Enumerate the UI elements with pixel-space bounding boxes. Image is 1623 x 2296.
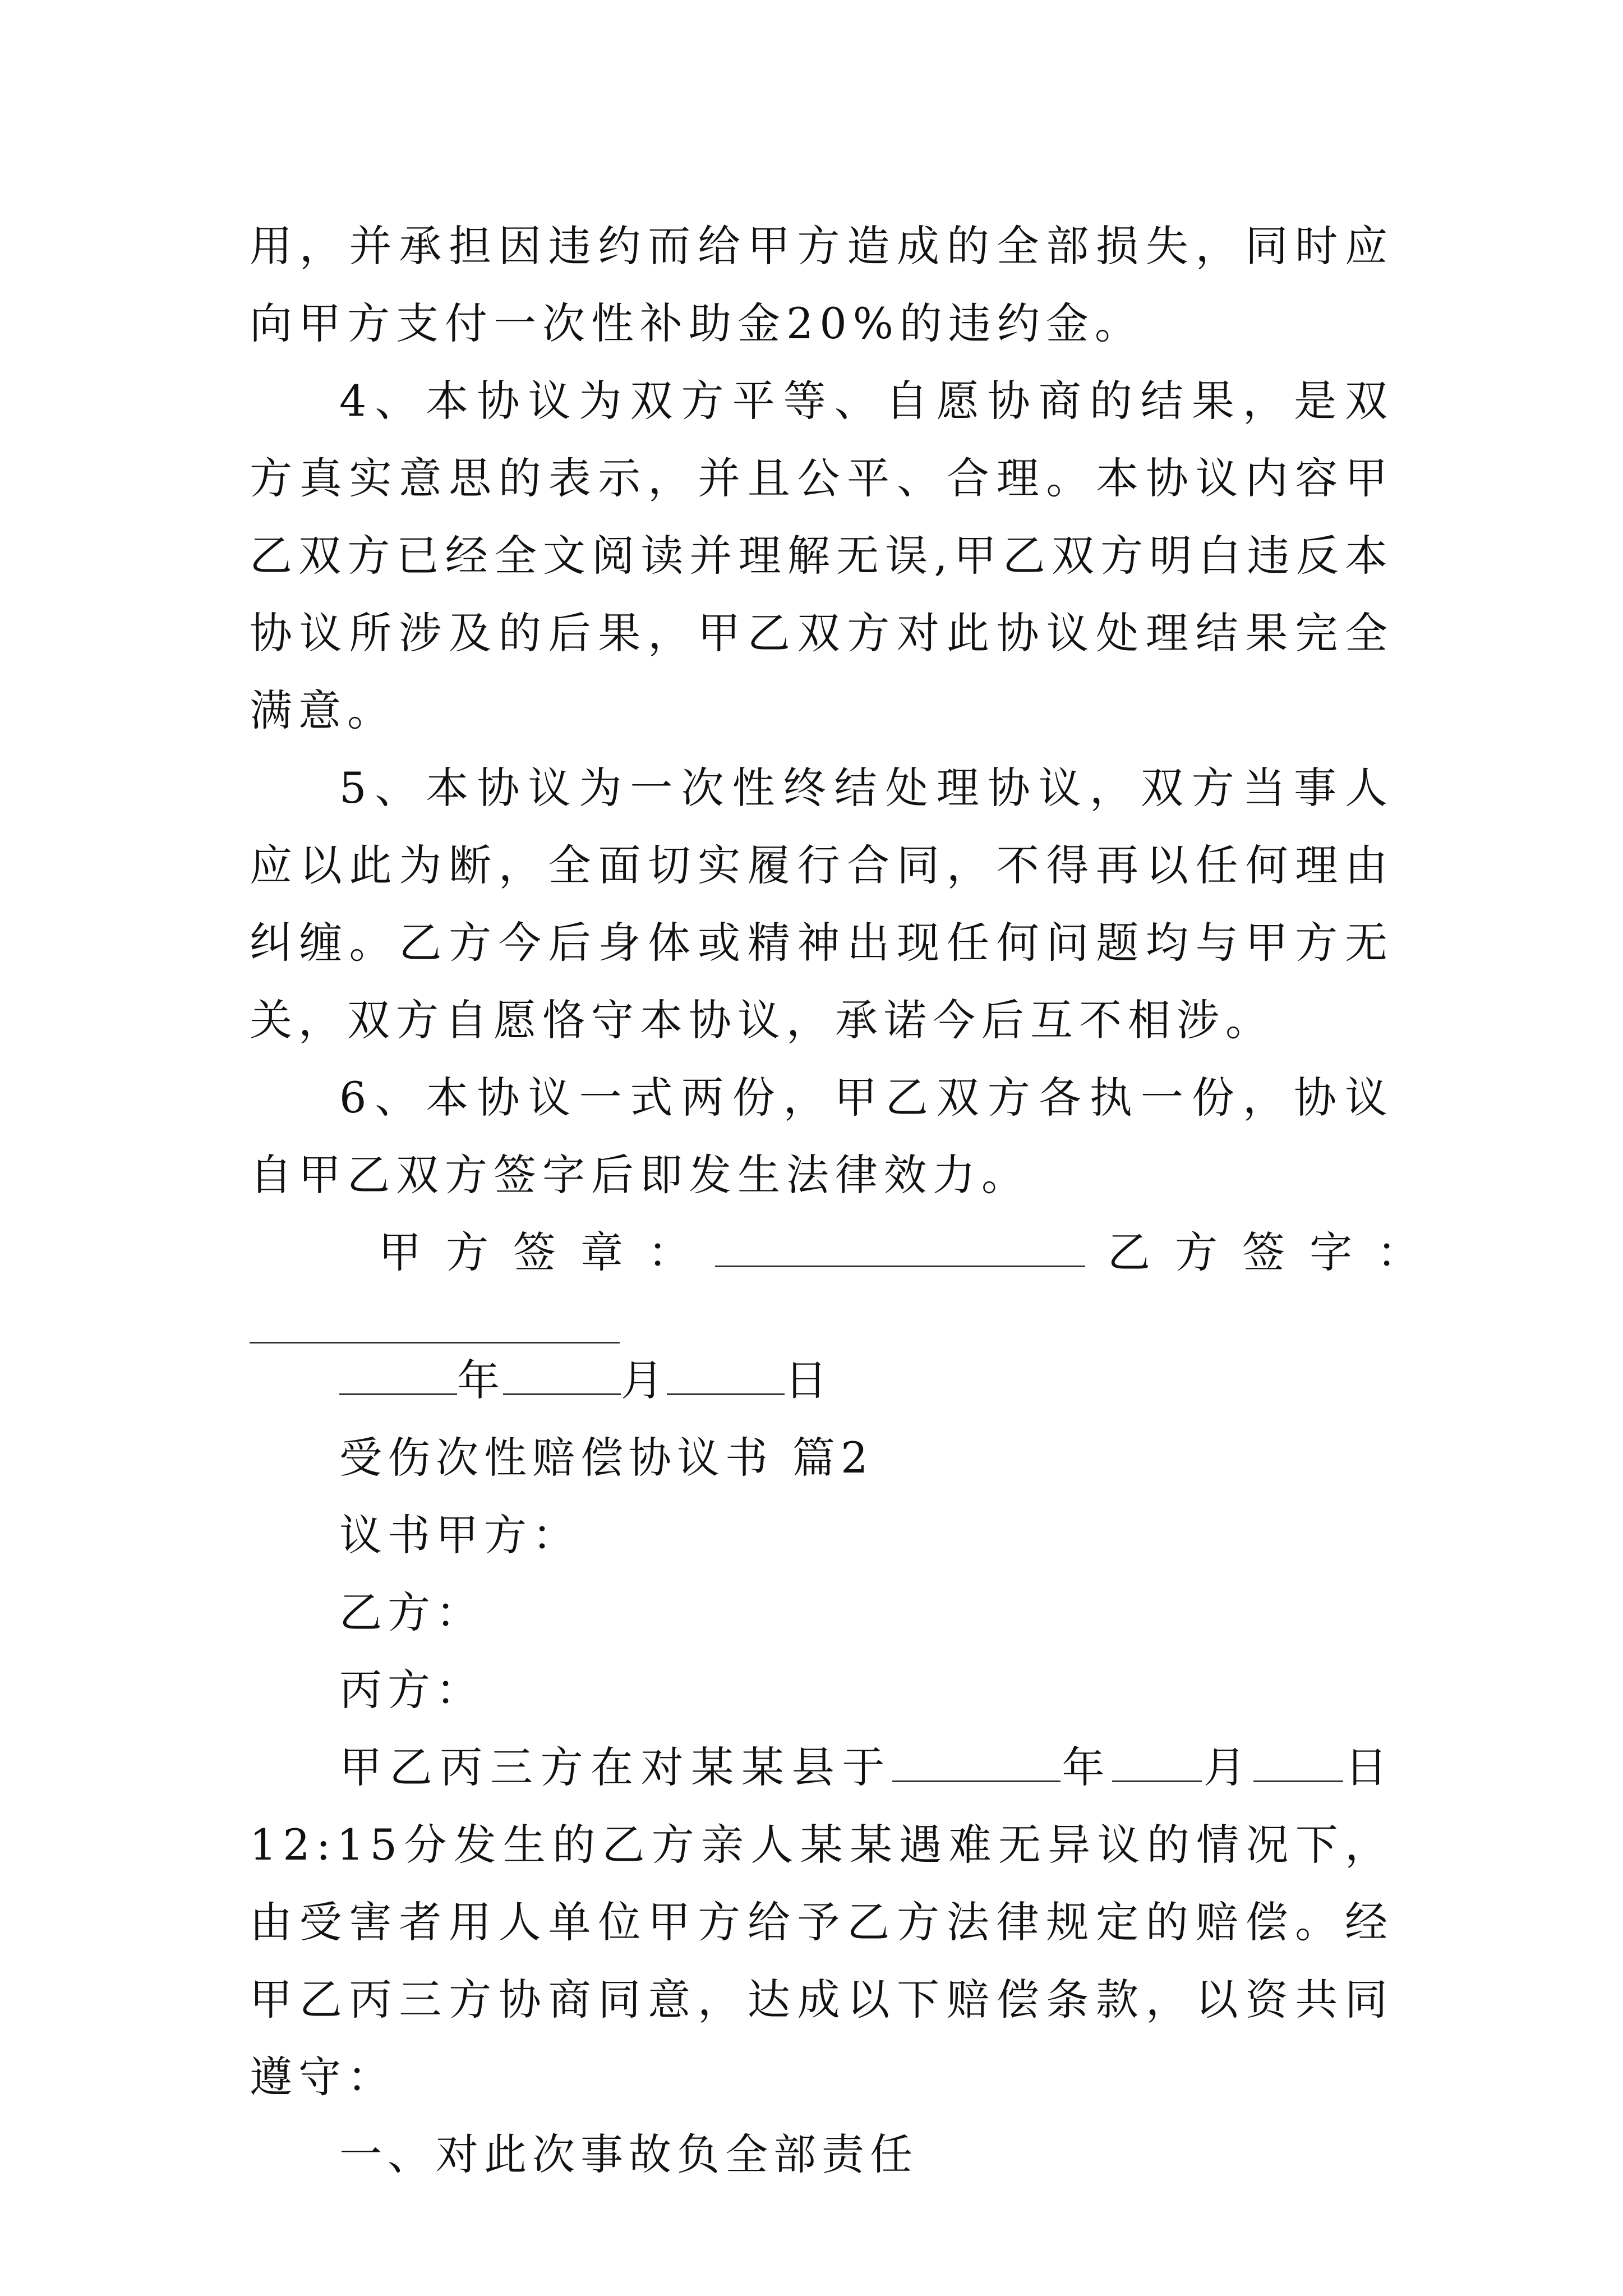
clause-one-heading: 一、对此次事故负全部责任 [339, 2129, 918, 2179]
incident-month-blank [1112, 1736, 1202, 1782]
clause-5-paragraph: 5、本协议为一次性终结处理协议，双方当事人应以此为断，全面切实履行合同，不得再以任何理由纠缠。乙方今后身体或精神出现任何问题均与甲方无关，双方自愿恪守本协议，承诺今后互不相涉。 [250, 763, 1394, 1045]
incident-prefix: 甲乙丙三方在对某某县于 [339, 1742, 892, 1792]
month-blank [503, 1349, 621, 1395]
day-label: 日 [785, 1355, 831, 1405]
party-a-signature-line [715, 1215, 1085, 1267]
incident-paragraph [250, 1729, 1394, 2116]
incident-year-label: 年 [1060, 1742, 1113, 1792]
party-b-signature-line [250, 1291, 620, 1343]
year-blank [339, 1349, 457, 1395]
clause-6-paragraph: 6、本协议一式两份，甲乙双方各执一份，协议自甲乙双方签字后即发生法律效力。 [250, 1073, 1394, 1200]
party-b-signature-label: 乙方签字： [1108, 1227, 1444, 1277]
year-label: 年 [457, 1355, 503, 1405]
party-b-signature-line-row [250, 1291, 1394, 1342]
section-title: 受伤次性赔偿协议书 篇2 [339, 1433, 874, 1483]
signature-row [250, 1214, 1444, 1291]
incident-day-blank [1253, 1736, 1343, 1782]
party-a-line: 议书甲方： [339, 1510, 580, 1560]
party-a-signature-label: 甲方签章： [379, 1227, 715, 1277]
party-c-line: 丙方： [339, 1665, 484, 1715]
incident-day-label: 日 [1343, 1742, 1394, 1792]
document-body [250, 208, 1444, 2193]
month-label: 月 [621, 1355, 667, 1405]
incident-year-blank [892, 1736, 1061, 1782]
clause-4-paragraph: 4、本协议为双方平等、自愿协商的结果，是双方真实意思的表示，并且公平、合理。本协议内容甲乙双方已经全文阅读并理解无误,甲乙双方明白违反本协议所涉及的后果，甲乙双方对此协议处理结果完全满意。 [250, 376, 1394, 735]
incident-month-label: 月 [1202, 1742, 1254, 1792]
paragraph-continuation: 用，并承担因违约而给甲方造成的全部损失，同时应向甲方支付一次性补助金20%的违约金。 [250, 221, 1394, 348]
incident-rest: 12:15分发生的乙方亲人某某遇难无异议的情况下，由受害者用人单位甲方给予乙方法律规定的赔偿。经甲乙丙三方协商同意，达成以下赔偿条款，以资共同遵守： [250, 1820, 1394, 2102]
signature-date-row [250, 1342, 1394, 1419]
day-blank [667, 1349, 785, 1395]
party-b-line: 乙方： [339, 1588, 484, 1637]
